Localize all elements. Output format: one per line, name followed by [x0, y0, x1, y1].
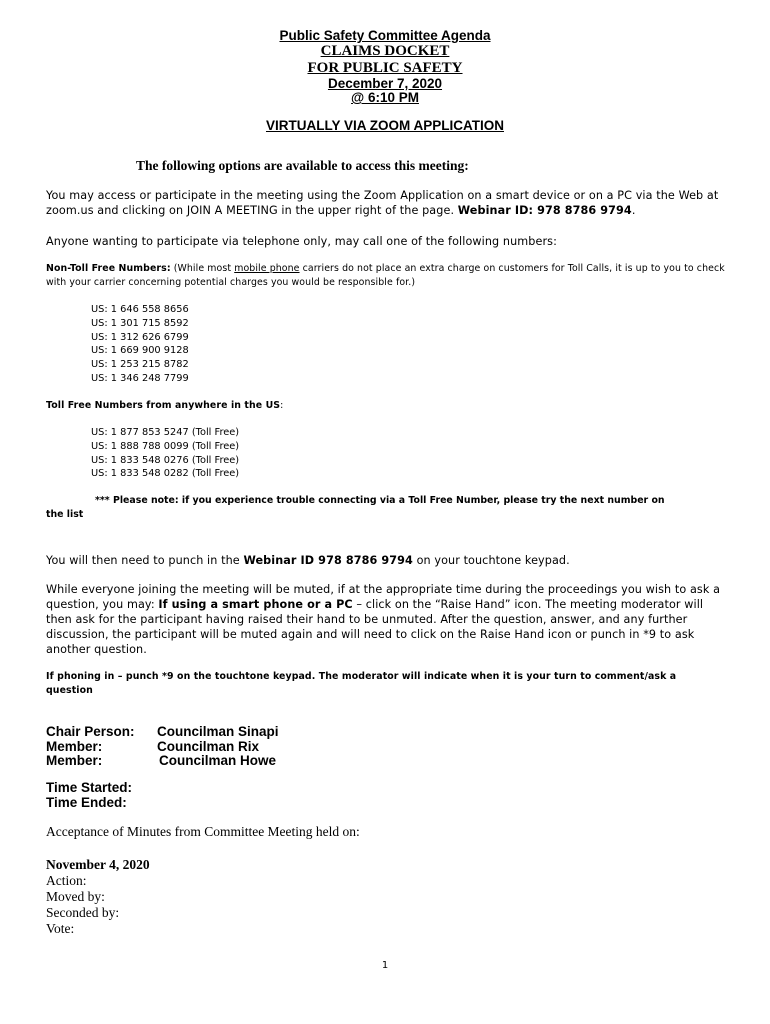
zoom-access-end: . [631, 204, 636, 217]
roster-role: Chair Person: [46, 724, 135, 739]
toll-free-colon: : [280, 400, 284, 411]
options-heading: The following options are available to access this meeting: [136, 158, 469, 173]
list-item: US: 1 833 548 0282 (Toll Free) [91, 468, 240, 480]
toll-free-label: Toll Free Numbers from anywhere in the US [46, 400, 281, 411]
telephone-intro: Anyone wanting to participate via telephone only, may call one of the following numbers: [46, 235, 557, 248]
muted-bold: If using a smart phone or a PC [158, 598, 353, 611]
public-safety-subtitle: FOR PUBLIC SAFETY [307, 60, 463, 76]
toll-free-number-list [91, 426, 239, 481]
muted-before: While everyone joining the meeting will be muted, if at the appropriate time during the proceedings you wish to ask a question, you may: [46, 583, 721, 611]
muted-paragraph [46, 582, 726, 657]
list-item: US: 1 346 248 7799 [91, 372, 189, 384]
roster-role: Member: [46, 753, 103, 768]
minutes-seconded: Seconded by: [46, 905, 120, 920]
roster-name: Councilman Howe [159, 753, 277, 768]
minutes-intro: Acceptance of Minutes from Committee Meeting held on: [46, 824, 360, 839]
list-item: US: 1 888 788 0099 (Toll Free) [91, 440, 240, 452]
roster-name: Councilman Rix [157, 738, 260, 754]
list-item: US: 1 833 548 0276 (Toll Free) [91, 454, 240, 466]
roster-row [46, 740, 279, 755]
webinar-id: Webinar ID: 978 8786 9794 [457, 204, 632, 217]
roster-role: Member: [46, 738, 103, 754]
minutes-moved: Moved by: [46, 889, 105, 904]
punch-webinar-id: Webinar ID 978 8786 9794 [243, 554, 413, 567]
toll-free-heading [46, 399, 726, 413]
muted-after: – click on the “Raise Hand” icon. The meeting moderator will then ask for the participant having raised their hand to be unmuted. After the question, answer, and any further discussion, the participant will be muted again and will need to click on the Raise Hand icon or punch in *9 to ask another question. [46, 598, 704, 656]
punch-before: You will then need to punch in the [46, 554, 240, 567]
list-item: US: 1 312 626 6799 [91, 331, 189, 343]
roster-row [46, 754, 279, 769]
note-line-2: the list [46, 509, 84, 520]
meeting-mode: VIRTUALLY VIA ZOOM APPLICATION [265, 118, 504, 133]
note-line-1: *** Please note: if you experience trouble connecting via a Toll Free Number, please try the next number on [95, 495, 665, 506]
mobile-phone-text: mobile phone [234, 263, 300, 274]
agenda-title: Public Safety Committee Agenda [279, 28, 491, 43]
non-toll-paragraph [46, 262, 726, 290]
claims-docket-title: CLAIMS DOCKET [320, 43, 450, 59]
non-toll-label: Non-Toll Free Numbers: [46, 263, 171, 274]
non-toll-number-list [91, 303, 189, 386]
list-item: US: 1 253 215 8782 [91, 359, 189, 371]
non-toll-text-after: carriers do not place an extra charge on customers for Toll Calls, it is up to you to check with your carrier concerning potential charges you would be responsible for.) [46, 263, 725, 288]
time-started-label: Time Started: [46, 780, 133, 795]
minutes-action: Action: [46, 873, 87, 888]
meeting-date: December 7, 2020 [327, 76, 443, 91]
list-item: US: 1 669 900 9128 [91, 345, 189, 357]
minutes-block [46, 857, 150, 937]
list-item: US: 1 301 715 8592 [91, 317, 189, 329]
page-number: 1 [381, 960, 389, 971]
punch-after: on your touchtone keypad. [416, 554, 570, 567]
zoom-access-paragraph [46, 188, 726, 218]
punch-webinar-paragraph [46, 553, 726, 568]
roster-name: Councilman Sinapi [157, 724, 279, 739]
non-toll-text-before: (While most [173, 263, 232, 274]
roster-row [46, 725, 279, 740]
time-ended-label: Time Ended: [46, 794, 127, 810]
minutes-date: November 4, 2020 [46, 857, 150, 872]
phoning-in-note: If phoning in – punch *9 on the touchtone keypad. The moderator will indicate when it is your turn to comment/ask a question [46, 671, 677, 696]
meeting-time: @ 6:10 PM [351, 90, 419, 105]
zoom-access-text: You may access or participate in the meeting using the Zoom Application on a smart device or on a PC via the Web at zoom.us and clicking on JOIN A MEETING in the upper right of the page. [46, 189, 719, 217]
time-fields [46, 781, 132, 810]
list-item: US: 1 877 853 5247 (Toll Free) [91, 427, 240, 438]
committee-roster [46, 725, 279, 769]
list-item: US: 1 646 558 8656 [91, 304, 189, 315]
minutes-vote: Vote: [46, 921, 75, 936]
